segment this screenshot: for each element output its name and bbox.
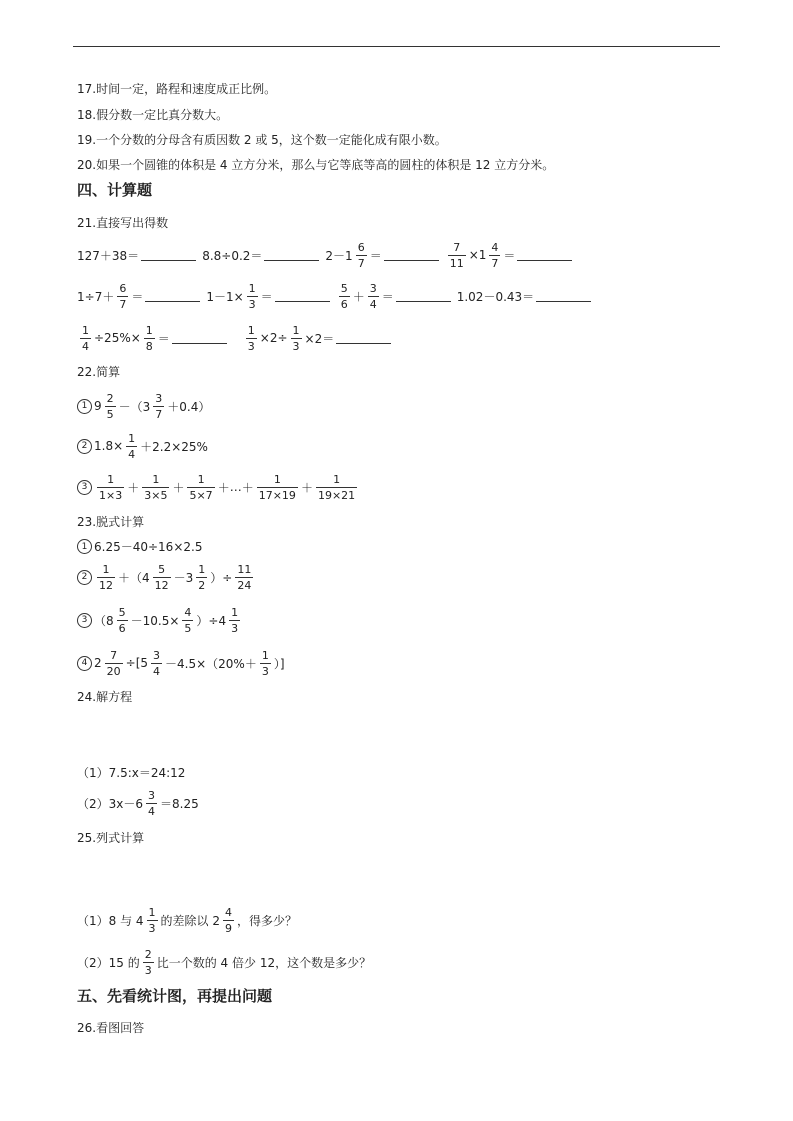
circled-number: 2 (77, 570, 92, 585)
circled-number: 3 (77, 480, 92, 495)
section-4-title: 四、计算题 (77, 181, 153, 199)
calc-row-2: 1÷7＋ $\frac{6}{7}$ ＝ 1－1× $\frac{1}{3}$ ＝ $\frac{5}{6}$ ＋ $\frac{3}{4}$ ＝ 1.02－0.43＝ (77, 281, 597, 311)
fraction: $\frac{1}{5\times 7}$ (189, 472, 213, 502)
fraction: $\frac{7}{20}$ (106, 648, 121, 678)
circled-number: 3 (77, 613, 92, 628)
stepcalc-4: 4 2 $\frac{7}{20}$ ÷[5 $\frac{3}{4}$ －4.5×（20%＋ $\frac{1}{3}$ ）] (77, 648, 285, 678)
fraction: $\frac{4}{9}$ (225, 905, 232, 935)
simplify-2: 2 1.8× $\frac{1}{4}$ ＋2.2×25% (77, 431, 208, 461)
question-26: 26.看图回答 (77, 1021, 145, 1035)
answer-blank[interactable] (275, 291, 330, 302)
stepcalc-1: 1 6.25－40÷16×2.5 (77, 538, 202, 555)
fraction: $\frac{5}{6}$ (118, 605, 126, 635)
answer-blank[interactable] (396, 291, 451, 302)
question-18: 18.假分数一定比真分数大。 (77, 108, 229, 122)
question-20: 20.如果一个圆锥的体积是 4 立方分米，那么与它等底等高的圆柱的体积是 12 立方分米。 (77, 158, 555, 172)
answer-blank[interactable] (536, 291, 591, 302)
simplify-3: 3 $\frac{1}{1\times 3}$ ＋ $\frac{1}{3\times 5}$ ＋ $\frac{1}{5\times 7}$ ＋ … ＋ $\frac{1}{17\times 19}$ ＋ $\frac{1}{19\times 21}$ (77, 472, 360, 502)
answer-blank[interactable] (517, 250, 572, 261)
question-22: 22.简算 (77, 365, 121, 379)
fraction: $\frac{4}{7}$ (491, 240, 499, 270)
fraction: $\frac{3}{4}$ (369, 281, 377, 311)
answer-blank[interactable] (141, 250, 196, 261)
answer-blank[interactable] (336, 333, 391, 344)
fraction: $\frac{6}{7}$ (357, 240, 365, 270)
simplify-1: 1 9 $\frac{2}{5}$ －（3 $\frac{3}{7}$ ＋0.4） (77, 391, 210, 421)
fraction: $\frac{2}{5}$ (106, 391, 114, 421)
fraction: $\frac{1}{3}$ (261, 648, 269, 678)
circled-number: 4 (77, 656, 92, 671)
circled-number: 1 (77, 399, 92, 414)
circled-number: 2 (77, 439, 92, 454)
fraction: $\frac{1}{12}$ (99, 562, 113, 592)
fraction: $\frac{1}{3}$ (247, 323, 255, 353)
fraction: $\frac{6}{7}$ (119, 281, 127, 311)
fraction: $\frac{1}{3}$ (292, 323, 300, 353)
question-23: 23.脱式计算 (77, 515, 145, 529)
fraction: $\frac{4}{5}$ (184, 605, 192, 635)
calc-row-1: 127＋38＝ 8.8÷0.2＝ 2－1 $\frac{6}{7}$ ＝ $\frac{7}{11}$ ×1 $\frac{4}{7}$ ＝ (77, 240, 578, 270)
stepcalc-3: 3 （8 $\frac{5}{6}$ －10.5× $\frac{4}{5}$ ）÷4 $\frac{1}{3}$ (77, 605, 243, 635)
fraction: $\frac{1}{19\times 21}$ (317, 472, 356, 502)
circled-number: 1 (77, 539, 92, 554)
fraction: $\frac{1}{4}$ (128, 431, 136, 461)
stepcalc-2: 2 $\frac{1}{12}$ ＋（4 $\frac{5}{12}$ －3 $\frac{1}{2}$ ）÷ $\frac{11}{24}$ (77, 562, 256, 592)
fraction: $\frac{1}{8}$ (145, 323, 153, 353)
fraction: $\frac{5}{6}$ (340, 281, 348, 311)
equation-1: （1）7.5:x＝24:12 (77, 766, 186, 780)
word-problem-2: （2）15 的 $\frac{2}{3}$ 比一个数的 4 倍少 12，这个数是多少？ (77, 947, 372, 977)
word-problem-1: （1）8 与 4 $\frac{1}{3}$ 的差除以 2 $\frac{4}{9}$ ，得多少？ (77, 905, 298, 935)
fraction: $\frac{1}{2}$ (198, 562, 206, 592)
fraction: $\frac{1}{4}$ (82, 323, 89, 353)
fraction: $\frac{3}{4}$ (148, 788, 156, 818)
fraction: $\frac{1}{3}$ (148, 905, 156, 935)
question-21: 21.直接写出得数 (77, 216, 169, 230)
fraction: $\frac{1}{3\times 5}$ (144, 472, 168, 502)
question-24: 24.解方程 (77, 690, 133, 704)
fraction: $\frac{7}{11}$ (449, 240, 464, 270)
answer-blank[interactable] (384, 250, 439, 261)
fraction: $\frac{1}{1\times 3}$ (99, 472, 123, 502)
question-25: 25.列式计算 (77, 831, 145, 845)
equation-2: （2）3x－6 $\frac{3}{4}$ ＝8.25 (77, 788, 199, 818)
calc-row-3: $\frac{1}{4}$ ÷25%× $\frac{1}{8}$ ＝ $\frac{1}{3}$ ×2÷ $\frac{1}{3}$ ×2＝ (77, 323, 397, 353)
fraction: $\frac{1}{3}$ (231, 605, 239, 635)
header-rule (73, 46, 720, 47)
answer-blank[interactable] (172, 333, 227, 344)
question-17: 17.时间一定，路程和速度成正比例。 (77, 82, 277, 96)
fraction: $\frac{5}{12}$ (154, 562, 169, 592)
fraction: $\frac{1}{3}$ (248, 281, 256, 311)
answer-blank[interactable] (145, 291, 200, 302)
fraction: $\frac{1}{17\times 19}$ (258, 472, 296, 502)
fraction: $\frac{3}{4}$ (153, 648, 161, 678)
section-5-title: 五、先看统计图，再提出问题 (77, 987, 273, 1005)
answer-blank[interactable] (264, 250, 319, 261)
fraction: $\frac{11}{24}$ (237, 562, 252, 592)
fraction: $\frac{2}{3}$ (144, 947, 152, 977)
fraction: $\frac{3}{7}$ (155, 391, 163, 421)
question-19: 19.一个分数的分母含有质因数 2 或 5，这个数一定能化成有限小数。 (77, 133, 447, 147)
